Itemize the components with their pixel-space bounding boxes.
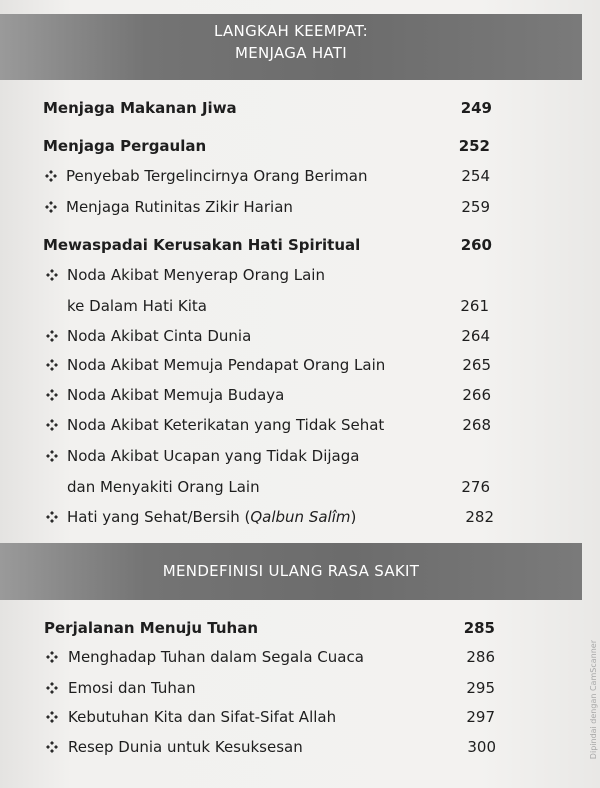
toc-entry-heading[interactable]	[0, 132, 600, 160]
toc-entry[interactable]	[0, 381, 600, 409]
section-banner-rasa-sakit	[0, 543, 582, 600]
entry-page: 266	[462, 386, 491, 404]
diamond-quad-icon	[46, 359, 58, 371]
entry-page: 268	[462, 416, 491, 434]
entry-title	[67, 503, 356, 531]
toc-entry[interactable]	[0, 674, 600, 702]
banner-line: MENDEFINISI ULANG RASA SAKIT	[162, 562, 420, 580]
entry-page: 264	[461, 327, 490, 345]
entry-title-italic: Qalbun Salîm	[250, 508, 351, 526]
diamond-quad-icon	[46, 511, 58, 523]
entry-page: 276	[461, 478, 490, 496]
entry-title: Noda Akibat Keterikatan yang Tidak Sehat	[67, 416, 385, 434]
toc-entry[interactable]	[0, 442, 600, 470]
entry-title: Noda Akibat Memuja Budaya	[67, 386, 285, 404]
entry-title: Noda Akibat Memuja Pendapat Orang Lain	[67, 356, 386, 374]
entry-title-after: )	[350, 508, 357, 526]
entry-title: Mewaspadai Kerusakan Hati Spiritual	[43, 236, 361, 254]
diamond-quad-icon	[46, 450, 58, 462]
diamond-quad-icon	[46, 741, 58, 753]
toc-entry[interactable]	[0, 261, 600, 289]
toc-entry[interactable]	[0, 411, 600, 439]
diamond-quad-icon	[46, 330, 58, 342]
toc-entry[interactable]	[0, 322, 600, 350]
banner-line: LANGKAH KEEMPAT:	[214, 22, 368, 40]
entry-page: 300	[467, 738, 496, 756]
entry-title: Menjaga Rutinitas Zikir Harian	[66, 198, 293, 216]
entry-page: 254	[461, 167, 490, 185]
toc-entry[interactable]	[0, 643, 600, 671]
entry-title: Penyebab Tergelincirnya Orang Beriman	[66, 167, 368, 185]
section-banner-menjaga-hati	[0, 14, 582, 80]
entry-page: 260	[460, 236, 492, 254]
entry-page: 285	[463, 619, 495, 637]
toc-entry-heading[interactable]	[0, 614, 600, 642]
entry-title: Noda Akibat Menyerap Orang Lain	[67, 266, 325, 284]
toc-entry-heading[interactable]	[0, 231, 600, 259]
entry-title-cont: ke Dalam Hati Kita	[67, 297, 207, 315]
entry-title: Menjaga Pergaulan	[43, 137, 207, 155]
toc-entry[interactable]	[0, 503, 600, 531]
entry-page: 259	[461, 198, 490, 216]
entry-title: Emosi dan Tuhan	[68, 679, 196, 697]
toc-entry[interactable]	[0, 193, 600, 221]
diamond-quad-icon	[45, 201, 57, 213]
entry-title: Noda Akibat Cinta Dunia	[67, 327, 252, 345]
scanner-watermark: Dipindai dengan CamScanner	[589, 640, 598, 760]
diamond-quad-icon	[46, 711, 58, 723]
toc-entry-continuation[interactable]	[0, 473, 600, 501]
entry-page: 297	[466, 708, 495, 726]
entry-title: Perjalanan Menuju Tuhan	[44, 619, 259, 637]
banner-line: MENJAGA HATI	[234, 44, 347, 62]
entry-title: Resep Dunia untuk Kesuksesan	[68, 738, 303, 756]
entry-title: Kebutuhan Kita dan Sifat-Sifat Allah	[68, 708, 337, 726]
entry-title-main: Hati yang Sehat/Bersih (	[67, 508, 251, 526]
diamond-quad-icon	[45, 170, 57, 182]
entry-page: 261	[460, 297, 489, 315]
toc-entry-continuation[interactable]	[0, 292, 600, 320]
diamond-quad-icon	[46, 269, 58, 281]
entry-page: 249	[460, 99, 492, 117]
toc-entry[interactable]	[0, 162, 600, 190]
toc-entry[interactable]	[0, 351, 600, 379]
entry-title: Noda Akibat Ucapan yang Tidak Dijaga	[67, 447, 360, 465]
toc-entry-heading[interactable]	[0, 94, 600, 122]
diamond-quad-icon	[46, 419, 58, 431]
entry-title-cont: dan Menyakiti Orang Lain	[67, 478, 260, 496]
toc-entry[interactable]	[0, 733, 600, 761]
diamond-quad-icon	[46, 651, 58, 663]
entry-page: 286	[466, 648, 495, 666]
toc-entry[interactable]	[0, 703, 600, 731]
diamond-quad-icon	[46, 389, 58, 401]
entry-page: 282	[465, 508, 494, 526]
entry-page: 252	[458, 137, 490, 155]
entry-page: 265	[462, 356, 491, 374]
entry-title: Menghadap Tuhan dalam Segala Cuaca	[68, 648, 364, 666]
diamond-quad-icon	[46, 682, 58, 694]
entry-title: Menjaga Makanan Jiwa	[43, 99, 237, 117]
entry-page: 295	[466, 679, 495, 697]
